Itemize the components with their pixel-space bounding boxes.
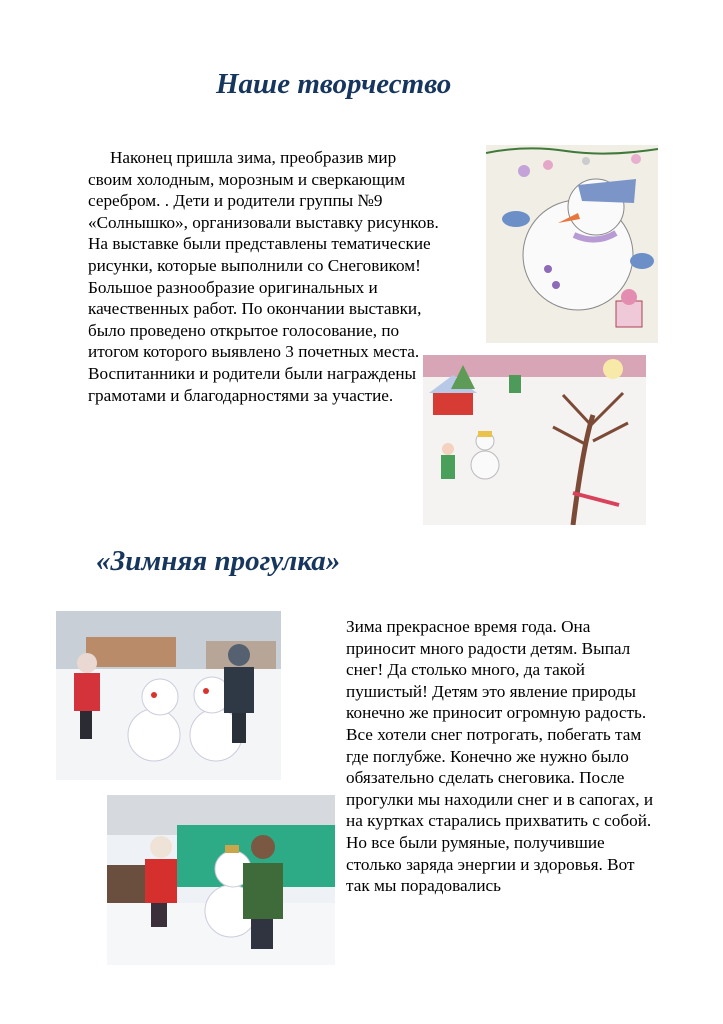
children-with-snowman-photo (107, 795, 335, 965)
winter-drawing-image (423, 355, 646, 525)
creativity-paragraph: Наконец пришла зима, преобразив мир своим холодным, морозным и сверкающим серебром. . Дети и родители группы №9 «Солнышко», организовали выставку рисунков. На выставке были представлены тематические рисунки, которые выполнили со Снеговиком! Большое разнообразие оригинальных и качественных работ. По окончании выставки, было проведено открытое голосование, по итогом которого выявлено 3 почетных места. Воспитанники и родители были награждены грамотами и благодарностями за участие. (88, 148, 439, 405)
winter-walk-paragraph: Зима прекрасное время года. Она приносит много радости детям. Выпал снег! Да столько много, да такой пушистый! Детям это явление природы конечно же приносит огромную радость. Все хотели снег потрогать, побегать там где поглубже. Конечно же нужно было обязательно сделать снеговика. После прогулки мы находили снег и в сапогах, и на куртках старались прихватить с собой. Но все были румяные, получившие столько заряда энергии и здоровья. Вот так мы порадовались (346, 617, 654, 896)
section-title-creativity: Наше творчество (216, 68, 452, 100)
section-title-winter-walk: «Зимняя прогулка» (96, 545, 341, 577)
children-snowmen-photo (56, 611, 281, 780)
snowman-drawing-image (486, 145, 658, 343)
